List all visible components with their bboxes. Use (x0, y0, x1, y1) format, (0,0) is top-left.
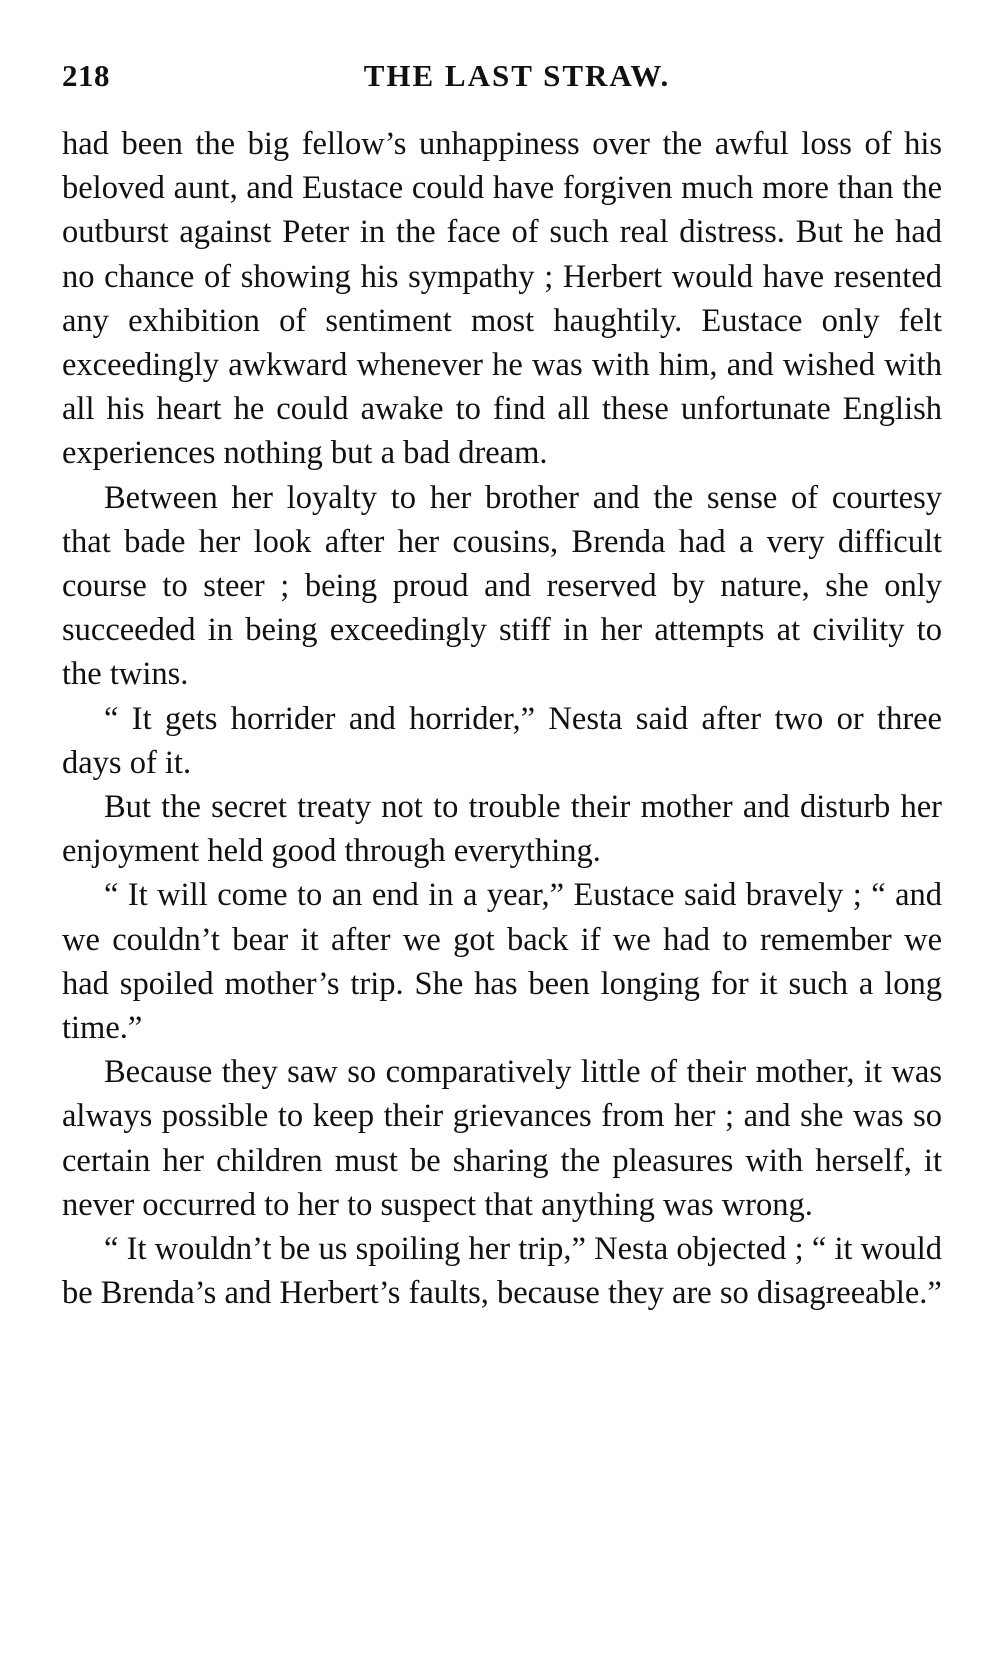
paragraph: Because they saw so comparatively little of their mother, it was always possible to keep their grievances from her ; and she was so certain her children must be sharing the pleasures with herself, it never occurred to her to suspect that anything was wrong. (62, 1054, 942, 1223)
body-text (62, 122, 942, 1315)
paragraph: Between her loyalty to her brother and the sense of courtesy that bade her look after her cousins, Brenda had a very difficult course to steer ; being proud and reserved by nature, she only succeeded in being exceedingly stiff in her attempts at civility to the twins. (62, 479, 942, 693)
paragraph: “ It gets horrider and horrider,” Nesta said after two or three days of it. (62, 700, 942, 781)
paragraph: had been the big fellow’s unhappiness over the awful loss of his beloved aunt, and Eustace could have forgiven much more than the outburst against Peter in the face of such real distress. But he had no chance of showing his sympathy ; Herbert would have resented any exhibition of sentiment most haughtily. Eustace only felt exceedingly awkward whenever he was with him, and wished with all his heart he could awake to find all these unfortunate English experiences nothing but a bad dream. (62, 126, 942, 472)
running-title: THE LAST STRAW. (363, 58, 671, 93)
paragraph: “ It will come to an end in a year,” Eustace said bravely ; “ and we couldn’t bear it after we got back if we had to remember we had spoiled mother’s trip. She has been longing for it such a long time.” (62, 877, 942, 1047)
book-page (62, 58, 942, 1315)
page-number: 218 (62, 58, 110, 93)
paragraph: “ It wouldn’t be us spoiling her trip,” Nesta objected ; “ it would be Brenda’s and Herbert’s faults, because they are so disagreeable.” (62, 1231, 942, 1312)
paragraph: But the secret treaty not to trouble their mother and disturb her enjoyment held good through everything. (62, 789, 942, 870)
page-header (62, 58, 942, 108)
